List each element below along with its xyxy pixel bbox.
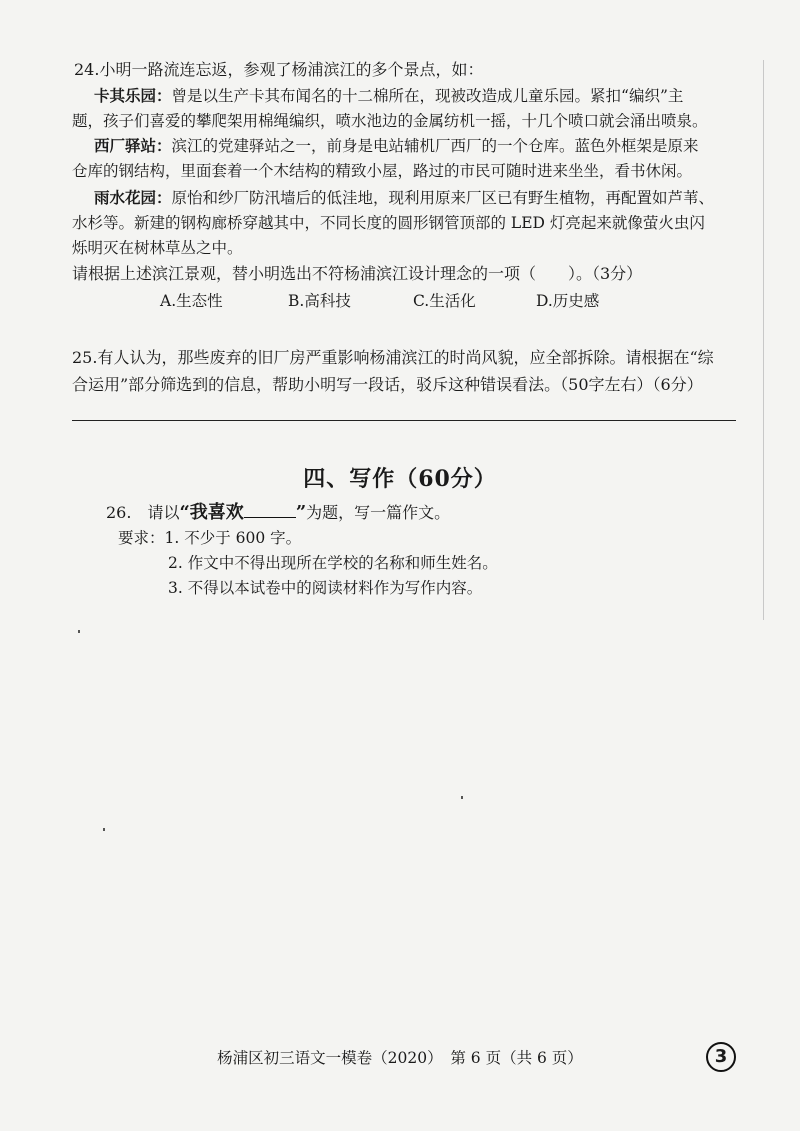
q24-spot2-line1	[94, 136, 699, 156]
q24-spot1-line2: 题，孩子们喜爱的攀爬架用棉绳编织，喷水池边的金属纺机一摇，十几个喷口就会涌出喷泉。	[72, 112, 708, 130]
q24-spot3-line2: 水杉等。新建的钢构廊桥穿越其中，不同长度的圆形钢管顶部的 LED 灯亮起来就像萤火虫闪	[72, 214, 705, 232]
choice-c: C.生活化	[413, 292, 476, 310]
q25-line1: 25.有人认为，那些废弃的旧厂房严重影响杨浦滨江的时尚风貌，应全部拆除。请根据在“综	[72, 348, 714, 367]
spot2-text1: 滨江的党建驿站之一，前身是电站辅机厂西厂的一个仓库。蓝色外框架是原来	[171, 137, 699, 155]
spot1-name: 卡其乐园：	[94, 86, 172, 105]
title-blank	[244, 503, 296, 518]
spot3-name: 雨水花园：	[94, 188, 172, 207]
requirement-2: 2. 作文中不得出现所在学校的名称和师生姓名。	[168, 554, 498, 572]
requirement-3: 3. 不得以本试卷中的阅读材料作为写作内容。	[168, 579, 483, 597]
section-title: 四、写作（60分）	[303, 466, 497, 492]
choice-d: D.历史感	[536, 292, 600, 310]
spot1-text1: 曾是以生产卡其布闻名的十二棉所在，现被改造成儿童乐园。紧扣“编织”主	[171, 87, 684, 105]
q24-spot3-line3: 烁明灭在树林草丛之中。	[72, 239, 243, 257]
q24-spot2-line2: 仓库的钢结构，里面套着一个木结构的精致小屋，路过的市民可随时进来坐坐，看书休闲。	[72, 162, 693, 180]
choice-a: A.生态性	[160, 292, 223, 310]
spot2-name: 西厂驿站：	[94, 136, 172, 155]
q24-spot1-line1	[94, 86, 683, 106]
q26-suffix: 为题，写一篇作文。	[306, 503, 451, 522]
page-number-circle: 3	[706, 1042, 736, 1072]
q26-title-open: “我喜欢	[179, 502, 244, 523]
requirement-1: 要求：1. 不少于 600 字。	[118, 529, 302, 547]
q26-title-close: ”	[295, 502, 307, 523]
scan-edge	[763, 60, 764, 620]
answer-line	[72, 420, 736, 421]
q26-prompt	[106, 503, 450, 523]
scan-speck	[103, 828, 105, 831]
scan-speck	[78, 630, 80, 633]
q26-prefix: 26. 请以	[106, 503, 180, 522]
q25-line2: 合运用”部分筛选到的信息，帮助小明写一段话，驳斥这种错误看法。（50字左右）（6分）	[72, 375, 703, 394]
scan-speck	[461, 796, 463, 799]
q24-spot3-line1	[94, 188, 714, 208]
q24-question: 请根据上述滨江景观，替小明选出不符杨浦滨江设计理念的一项（ ）。（3分）	[72, 264, 643, 283]
spot3-text1: 原怡和纱厂防汛墙后的低洼地，现利用原来厂区已有野生植物，再配置如芦苇、	[171, 189, 715, 207]
q24-intro: 24.小明一路流连忘返，参观了杨浦滨江的多个景点，如：	[74, 60, 484, 79]
choice-b: B.高科技	[288, 292, 351, 310]
page-footer: 杨浦区初三语文一模卷（2020） 第 6 页（共 6 页）	[217, 1049, 583, 1067]
